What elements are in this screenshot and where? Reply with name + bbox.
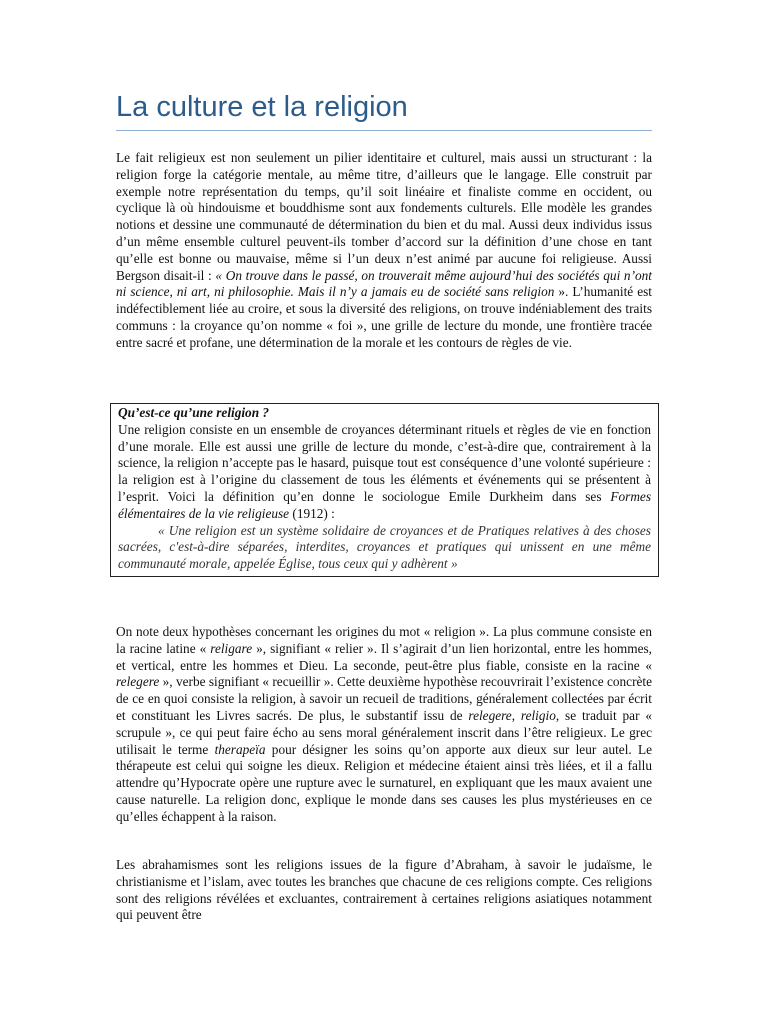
abrahamic-paragraph: Les abrahamismes sont les religions issues de la figure d’Abraham, à savoir le judaïsme, le christianisme et l’islam, avec toutes les branches que chacune de ces religions compte. Ces religions sont des religions révélées et excluantes, contrairement à certaines religions asiatiques notamment qui peuvent être [116,857,652,923]
etymology-text-2: », signifiant « relier ». Il s’agirait d’un lien horizontal, entre les hommes, et vertical, entre les hommes et Dieu. La seconde, peut-être plus fiable, consiste en la racine « [116,640,653,673]
definition-text-end: (1912) : [289,505,335,521]
definition-text-start: Une religion consiste en un ensemble de croyances déterminant rituels et règles de vie en fonction d’une morale. Elle est aussi une grille de lecture du monde, c’est-à-dire que, contrairement à la science, la religion n’accepte pas le hasard, puisque tout est conséquence d’une volonté supérieure : la religion est à l’origine du classement de tous les éléments et événements qui se présentent à l’esprit. Voici la définition qu’en donne le sociologue Emile Durkheim dans ses [118,421,651,504]
term-religare: religare [210,640,253,656]
intro-paragraph [116,150,652,352]
definition-box [110,403,659,577]
intro-text-end: ». L’humanité est indéfectiblement liée au croire, et sous la diversité des religions, on trouve indéniablement des traits communs : la croyance qu’on nomme « foi », une grille de lecture du monde, une frontière tracée entre sacré et profane, une détermination de la morale et les contours de règles de vie. [116,284,652,350]
etymology-text-5: , se traduit par « scrupule », ce qui peut faire écho au sens moral généralement inscrit dans l’être religieux. Le grec utilisait le terme [116,707,652,757]
term-therapeia: therapeïa [214,741,266,757]
term-relegere: relegere [116,674,160,690]
bergson-quote: « On trouve dans le passé, on trouverait même aujourd’hui des sociétés qui n’ont ni science, ni art, ni philosophie. Mais il n’y a jamais eu de société sans religion [116,267,652,300]
etymology-text-4: , [511,707,521,723]
etymology-text-3: », verbe signifiant « recueillir ». Cette deuxième hypothèse recouvrirait l’existence concrète de ce en quoi consiste la religion, à savoir un recueil de traditions, généralement collectées par écrit et constituant les Livres sacrés. De plus, le substantif issu de [116,674,652,723]
intro-text-start: Le fait religieux est non seulement un pilier identitaire et culturel, mais aussi un structurant : la religion forge la catégorie mentale, au même titre, d’ailleurs que le langage. Elle construit par exemple notre représentation du temps, qu’il soit linéaire et finaliste comme en occident, ou cyclique là où hindouisme et bouddhisme sont aux fondements culturels. Elle modèle les grandes notions et dessine une communauté de détermination du bien et du mal. Aussi deux individus issus d’un même ensemble culturel peuvent-ils tomber d’accord sur la définition d’une chose en tant qu’elle est bonne ou mauvaise, même si l’un deux n’est animé par aucune foi religieuse. Aussi Bergson disait-il : [116,150,652,283]
definition-box-heading: Qu’est-ce qu’une religion ? [118,405,270,420]
definition-box-text [118,422,651,523]
term-religio: religio [520,707,556,723]
durkheim-book-title: Formes élémentaires de la vie religieuse [118,488,651,521]
term-relegere-2: relegere [468,707,512,723]
title-underline [116,130,652,131]
etymology-paragraph [116,624,652,826]
page-title: La culture et la religion [116,91,408,123]
etymology-text-1: On note deux hypothèses concernant les origines du mot « religion ». La plus commune consiste en la racine latine « [116,624,652,656]
durkheim-quote: « Une religion est un système solidaire de croyances et de Pratiques relatives à des choses sacrées, c'est-à-dire séparées, interdites, croyances et pratiques qui unissent en une même communauté morale, appelée Église, tous ceux qui y adhèrent » [118,522,651,572]
etymology-text-6: pour désigner les soins qu’on apporte aux dieux sur leur autel. Le thérapeute est celui qui soigne les dieux. Religion et médecine étaient ainsi très liées, et il a fallu attendre qu’Hypocrate opère une rupture avec le surnaturel, en expliquant que les maux avaient une cause naturelle. La religion donc, explique le monde dans ses causes les plus mystérieuses en ce qu’elles échappent à la raison. [116,741,652,824]
